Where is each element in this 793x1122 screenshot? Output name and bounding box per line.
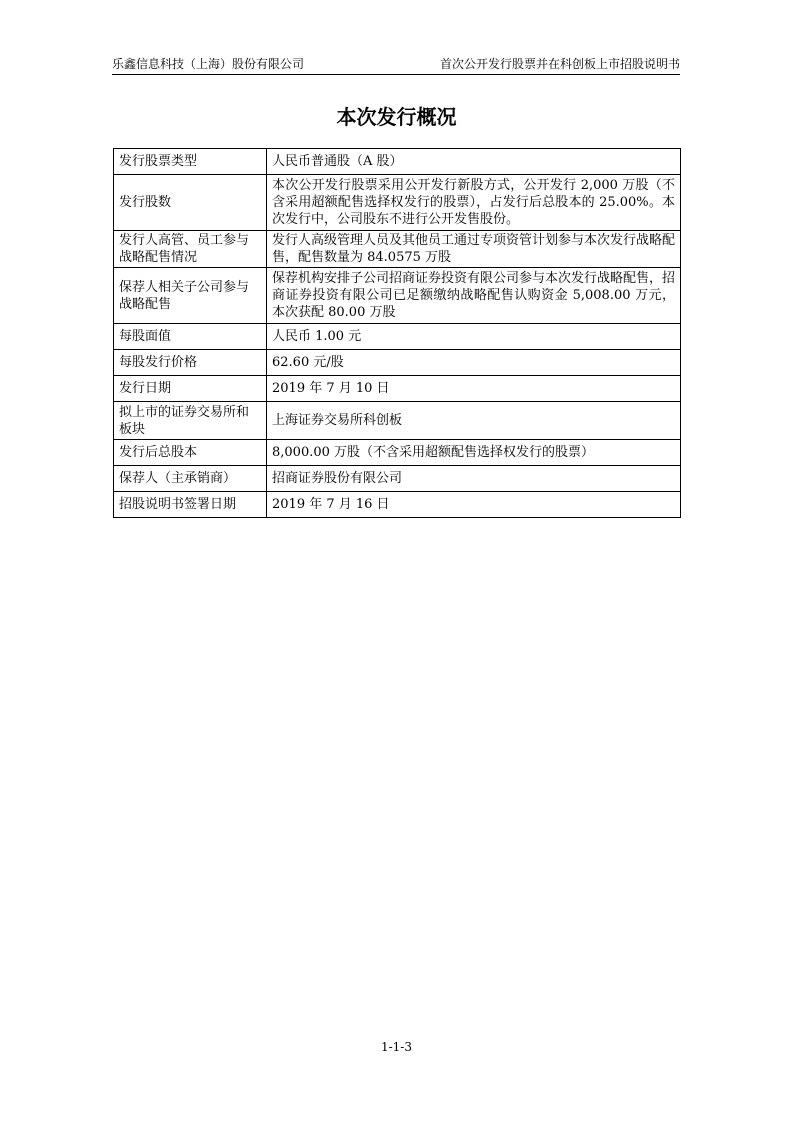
row-value: 人民币普通股（A 股） xyxy=(267,149,681,175)
table-row xyxy=(114,492,681,518)
table-row xyxy=(114,231,681,268)
row-label: 每股面值 xyxy=(114,324,267,350)
row-value: 2019 年 7 月 10 日 xyxy=(267,376,681,402)
row-value: 62.60 元/股 xyxy=(267,350,681,376)
row-value: 2019 年 7 月 16 日 xyxy=(267,492,681,518)
row-label: 发行股票类型 xyxy=(114,149,267,175)
row-value: 人民币 1.00 元 xyxy=(267,324,681,350)
row-value: 发行人高级管理人员及其他员工通过专项资管计划参与本次发行战略配售，配售数量为 84.0575 万股 xyxy=(267,231,681,268)
offering-overview-table xyxy=(113,148,681,518)
row-label: 发行人高管、员工参与战略配售情况 xyxy=(114,231,267,268)
page-header xyxy=(112,56,680,75)
row-value: 上海证券交易所科创板 xyxy=(267,402,681,440)
row-label: 招股说明书签署日期 xyxy=(114,492,267,518)
page-title: 本次发行概况 xyxy=(336,105,457,129)
row-value: 8,000.00 万股（不含采用超额配售选择权发行的股票） xyxy=(267,440,681,466)
table-row xyxy=(114,402,681,440)
table-row xyxy=(114,149,681,175)
row-value: 本次公开发行股票采用公开发行新股方式，公开发行 2,000 万股（不含采用超额配售选择权发行的股票），占发行后总股本的 25.00%。本次发行中，公司股东不进行公开发售股份。 xyxy=(267,175,681,231)
table-row xyxy=(114,350,681,376)
row-label: 发行后总股本 xyxy=(114,440,267,466)
table-row xyxy=(114,466,681,492)
row-label: 保荐人（主承销商） xyxy=(114,466,267,492)
row-label: 发行股数 xyxy=(114,175,267,231)
table-row xyxy=(114,268,681,324)
row-label: 保荐人相关子公司参与战略配售 xyxy=(114,268,267,324)
row-value: 保荐机构安排子公司招商证券投资有限公司参与本次发行战略配售，招商证券投资有限公司已足额缴纳战略配售认购资金 5,008.00 万元，本次获配 80.00 万股 xyxy=(267,268,681,324)
header-document-title: 首次公开发行股票并在科创板上市招股说明书 xyxy=(439,57,680,71)
row-label: 发行日期 xyxy=(114,376,267,402)
table-row xyxy=(114,440,681,466)
table-row xyxy=(114,175,681,231)
table-row xyxy=(114,376,681,402)
row-label: 拟上市的证券交易所和板块 xyxy=(114,402,267,440)
header-company-name: 乐鑫信息科技（上海）股份有限公司 xyxy=(112,57,305,71)
row-label: 每股发行价格 xyxy=(114,350,267,376)
row-value: 招商证券股份有限公司 xyxy=(267,466,681,492)
page-number: 1-1-3 xyxy=(380,1040,412,1054)
table-row xyxy=(114,324,681,350)
